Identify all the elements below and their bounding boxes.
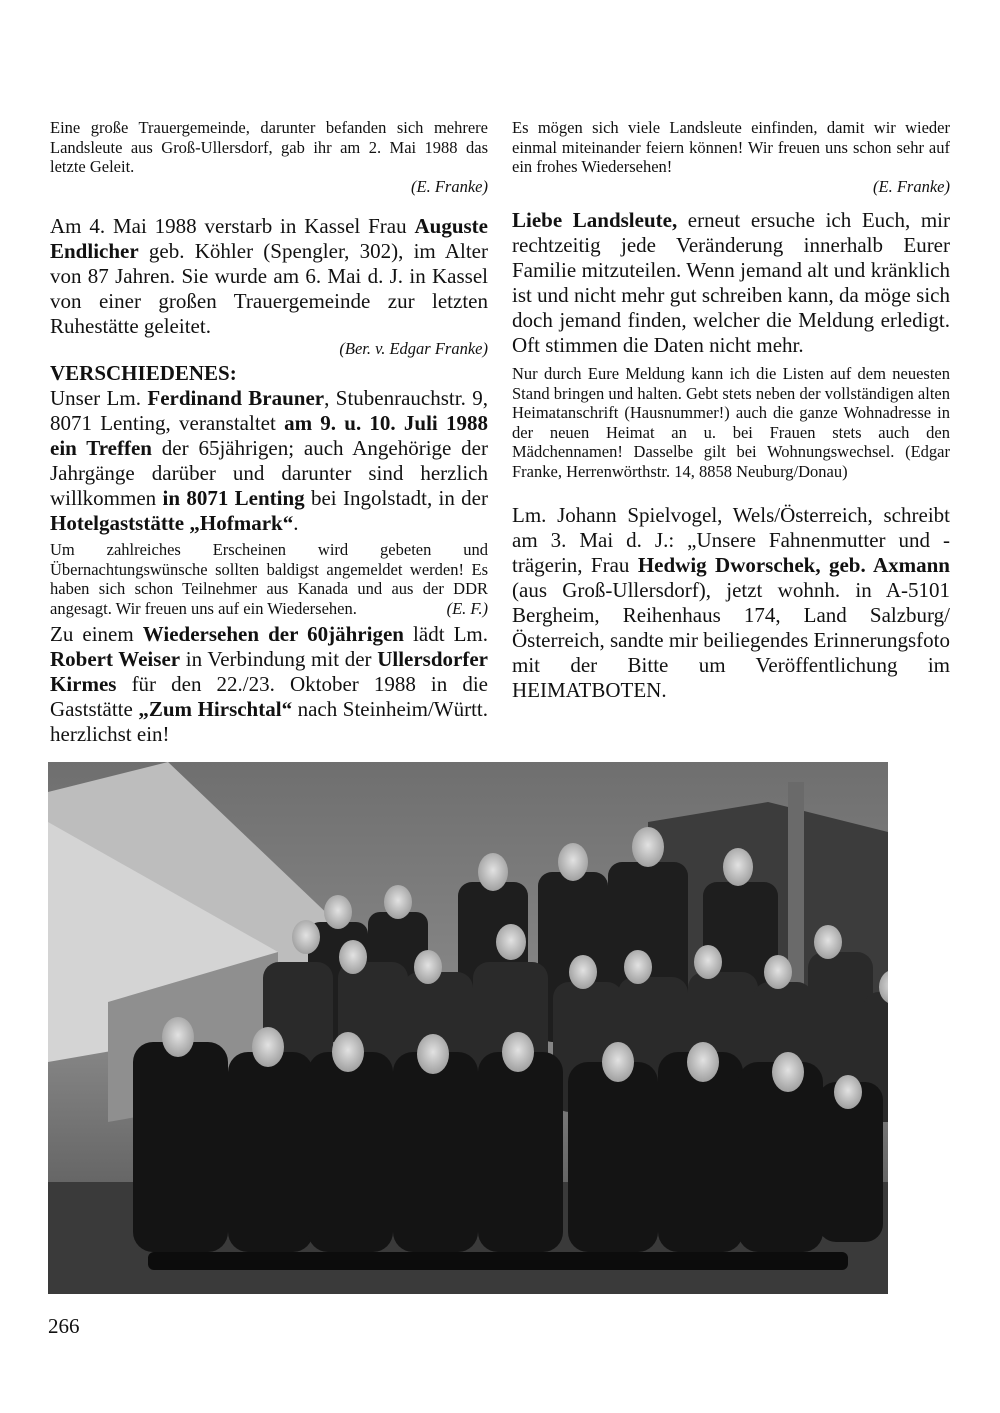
group-photo-image bbox=[48, 762, 888, 1294]
page-number: 266 bbox=[48, 1314, 80, 1338]
invitation-paragraph: Es mögen sich viele Landsleute einfinden, damit wir wieder einmal miteinander feiern können! Wir freuen uns schon sehr auf ein frohes Wiedersehen! (E. Franke) bbox=[512, 118, 950, 196]
section-heading: VERSCHIEDENES: bbox=[50, 361, 237, 385]
announcement-reunion: Zu einem Wiedersehen der 60jährigen lädt Lm. Robert Weiser in Verbindung mit der Ullersdorfer Kirmes für den 22./23. Oktober 1988 in die Gaststätte „Zum Hirschtal“ nach Steinheim/Württ. herzlichst ein! bbox=[50, 622, 489, 746]
right-column bbox=[512, 118, 950, 703]
address-request-paragraph: Nur durch Eure Meldung kann ich die Listen auf dem neuesten Stand bringen und halten. Gebt stets neben der vollständigen alten Heimatanschrift (Hausnummer!) auch die ganze Wohnadresse in der neuen Heimat an u. bei Frauen stets auch den Mädchennamen! Dasselbe gilt bei Wohnungswechsel. (Edgar Franke, Herrenwörthstr. 14, 8858 Neuburg/Donau) bbox=[512, 364, 950, 481]
obituary-endlicher: Am 4. Mai 1988 verstarb in Kassel Frau Auguste Endlicher geb. Köhler (Spengler, 302), im Alter von 87 Jahren. Sie wurde am 6. Mai d. J. in Kassel von einer großen Trauergemeinde zur letzten Ruhestätte geleitet. bbox=[50, 214, 488, 338]
signature: (E. Franke) bbox=[873, 176, 950, 196]
signature: (E. Franke) bbox=[411, 176, 488, 196]
signature: (Ber. v. Edgar Franke) bbox=[339, 339, 488, 358]
announcement-meeting: Unser Lm. Ferdinand Brauner, Stubenrauchstr. 9, 8071 Lenting, veranstaltet am 9. u. 10. Juli 1988 ein Treffen der 65jährigen; auch Angehörige der Jahrgänge darüber und darunter sind herzlich willkommen in 8071 Lenting bei Ingolstadt, in der Hotelgaststätte „Hofmark“. bbox=[50, 386, 488, 535]
funeral-paragraph-1: Eine große Trauergemeinde, darunter befanden sich mehrere Landsleute aus Groß-Ullersdorf, gab ihr am 2. Mai 1988 das letzte Geleit. (E. Franke) bbox=[50, 118, 488, 196]
group-photo bbox=[48, 762, 888, 1294]
meeting-details: Um zahlreiches Erscheinen wird gebeten und Übernachtungswünsche sollten baldigst angemeldet werden! Es haben sich schon Teilnehmer aus Kanada und aus der DDR angesagt. Wir freuen uns auf ein Wiedersehen. (E. F.) bbox=[50, 540, 488, 618]
appeal-paragraph: Liebe Landsleute, erneut ersuche ich Euch, mir rechtzeitig jede Veränderung innerhalb Eurer Familie mitzuteilen. Wenn jemand alt und kränklich ist und nicht mehr gut schreiben kann, da möge sich doch jemand finden, welcher die Meldung erledigt. Oft stimmen die Daten nicht mehr. bbox=[512, 208, 950, 357]
left-column bbox=[50, 118, 488, 747]
photo-intro-paragraph: Lm. Johann Spielvogel, Wels/Österreich, schreibt am 3. Mai d. J.: „Unsere Fahnenmutter und -trägerin, Frau Hedwig Dworschek, geb. Axmann (aus Groß-Ullersdorf), jetzt wohnh. in A-5101 Bergheim, Reihenhaus 174, Land Salzburg/Österreich, sandte mir beiliegendes Erinnerungsfoto mit der Bitte um Veröffentlichung im HEIMATBOTEN. bbox=[512, 503, 950, 702]
signature: (E. F.) bbox=[446, 598, 488, 618]
